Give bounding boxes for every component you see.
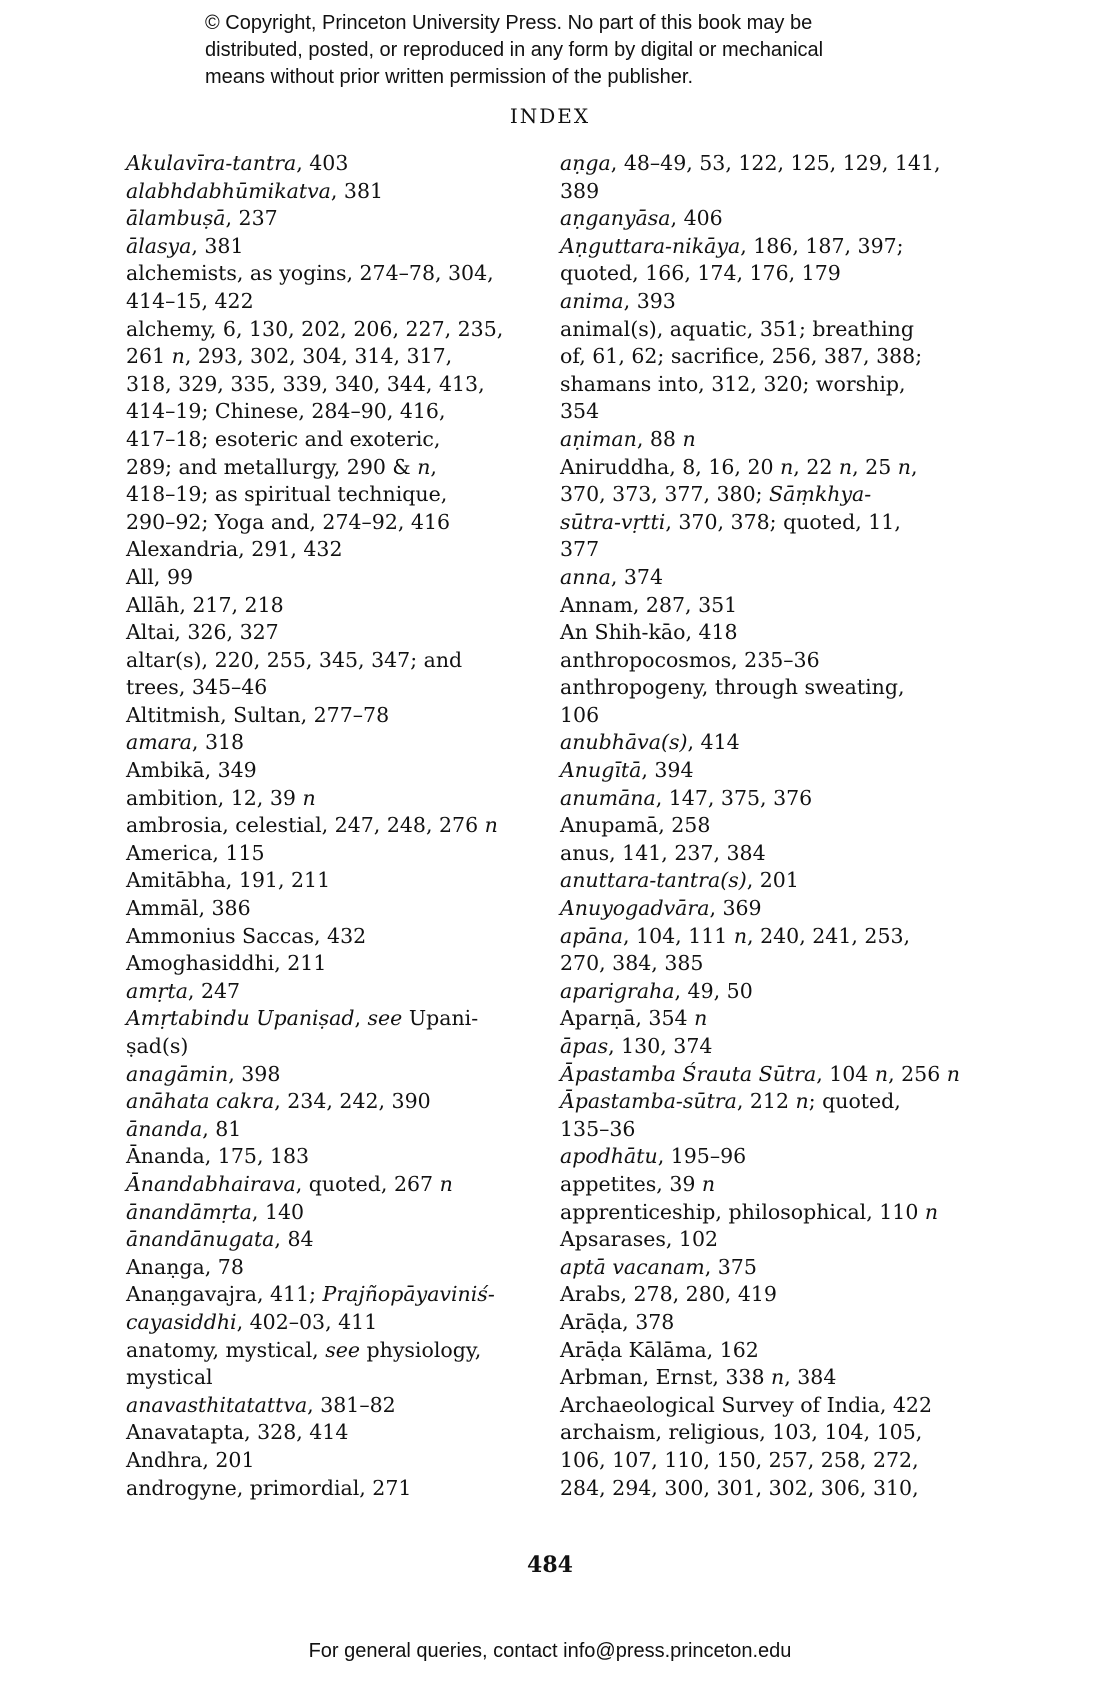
index-entry: [560, 288, 1000, 316]
index-entry-line: Ambikā, 349: [126, 758, 257, 783]
index-entry-line: anavasthitatattva, 381–82: [126, 1392, 396, 1417]
index-entry-line: aṇganyāsa, 406: [560, 206, 723, 231]
index-entry-line: Akulavīra-tantra, 403: [126, 151, 349, 175]
index-entry-line: apodhātu, 195–96: [560, 1144, 747, 1169]
index-entry: [560, 840, 1000, 868]
index-entry-line: 290–92; Yoga and, 274–92, 416: [126, 509, 451, 534]
index-entry-line: America, 115: [126, 840, 265, 865]
index-entry: [126, 1337, 566, 1392]
index-entry-line: ālasya, 381: [126, 233, 244, 258]
index-entry-line: Arāḍa, 378: [560, 1309, 675, 1334]
index-entry: [560, 233, 1000, 288]
index-entry: [126, 702, 566, 730]
index-entry-line: Aparṇā, 354 n: [560, 1006, 708, 1031]
index-entry: [126, 647, 566, 702]
copyright-line: © Copyright, Princeton University Press. No part of this book may be: [205, 12, 813, 34]
index-entry-line: archaism, religious, 103, 104, 105,: [560, 1420, 923, 1445]
index-entry-line: ānanda, 81: [126, 1116, 242, 1141]
index-entry-line: anna, 374: [560, 564, 664, 589]
index-entry-line: Annam, 287, 351: [560, 592, 738, 617]
index-entry: [560, 205, 1000, 233]
index-entry: [560, 426, 1000, 454]
index-entry: [126, 895, 566, 923]
index-entry: [560, 1337, 1000, 1365]
index-entry: [560, 1364, 1000, 1392]
index-entry-line: appetites, 39 n: [560, 1171, 716, 1196]
index-entry: [560, 150, 1000, 205]
index-entry: [126, 260, 566, 315]
index-column-left: [126, 150, 566, 1502]
index-entry-line: Anugītā, 394: [560, 758, 694, 783]
index-entry-line: 418–19; as spiritual technique,: [126, 482, 448, 507]
index-entry-line: All, 99: [126, 564, 194, 589]
index-entry: [560, 923, 1000, 978]
index-entry: [126, 205, 566, 233]
index-entry-line: ānandānugata, 84: [126, 1227, 314, 1252]
index-entry-line: 389: [560, 178, 600, 203]
index-entry: [126, 536, 566, 564]
index-entry-line: Āpastamba Śrauta Sūtra, 104 n, 256 n: [560, 1061, 960, 1086]
index-entry-line: 261 n, 293, 302, 304, 314, 317,: [126, 344, 453, 369]
index-entry: [560, 647, 1000, 675]
index-entry: [560, 1254, 1000, 1282]
index-entry-line: Arabs, 278, 280, 419: [560, 1282, 777, 1307]
index-entry-line: Arāḍa Kālāma, 162: [560, 1337, 759, 1362]
index-entry-line: Anupamā, 258: [560, 813, 711, 838]
index-entry-line: Altai, 326, 327: [126, 620, 279, 645]
index-entry-line: 270, 384, 385: [560, 951, 704, 976]
index-entry-line: Amitābha, 191, 211: [126, 868, 331, 893]
index-entry-line: Allāh, 217, 218: [126, 592, 284, 617]
index-entry: [560, 1199, 1000, 1227]
index-entry-line: shamans into, 312, 320; worship,: [560, 371, 906, 396]
index-entry-line: ānandāmṛta, 140: [126, 1199, 305, 1224]
index-entry: [126, 1061, 566, 1089]
index-entry: [560, 619, 1000, 647]
index-entry: [126, 729, 566, 757]
index-entry: [560, 895, 1000, 923]
index-entry: [126, 923, 566, 951]
index-entry: [126, 840, 566, 868]
index-entry-line: amṛta, 247: [126, 978, 241, 1003]
page-number: 484: [527, 1552, 573, 1578]
index-title: INDEX: [509, 104, 591, 128]
index-entry-line: ambition, 12, 39 n: [126, 785, 316, 810]
index-entry-line: Amoghasiddhi, 211: [126, 951, 327, 976]
footer-contact: For general queries, contact info@press.princeton.edu: [308, 1640, 792, 1662]
index-entry-line: Arbman, Ernst, 338 n, 384: [560, 1365, 837, 1390]
index-entry: [126, 785, 566, 813]
index-entry: [126, 1143, 566, 1171]
index-entry: [560, 812, 1000, 840]
index-entry-line: anthropocosmos, 235–36: [560, 647, 820, 672]
index-entry-line: aparigraha, 49, 50: [560, 978, 753, 1003]
index-entry-line: aṇiman, 88 n: [560, 426, 696, 451]
index-entry: [126, 1447, 566, 1475]
index-entry: [126, 316, 566, 537]
index-entry-line: Anaṇga, 78: [126, 1254, 244, 1279]
index-entry-line: Altitmish, Sultan, 277–78: [126, 702, 390, 727]
index-entry: [560, 1392, 1000, 1420]
index-entry-line: Anavatapta, 328, 414: [126, 1420, 349, 1445]
index-entry: [560, 564, 1000, 592]
index-entry-line: quoted, 166, 174, 176, 179: [560, 261, 841, 286]
index-entry-line: 106: [560, 702, 600, 727]
index-entry: [560, 454, 1000, 564]
index-entry: [126, 1088, 566, 1116]
index-entry-line: 417–18; esoteric and exoteric,: [126, 426, 441, 451]
index-entry-line: 289; and metallurgy, 290 & n,: [126, 454, 437, 479]
index-entry: [560, 1033, 1000, 1061]
index-entry-line: anus, 141, 237, 384: [560, 840, 766, 865]
index-entry-line: ālambuṣā, 237: [126, 206, 278, 231]
index-entry-line: Aniruddha, 8, 16, 20 n, 22 n, 25 n,: [560, 454, 918, 479]
index-entry-line: anima, 393: [560, 288, 676, 313]
index-entry-line: anubhāva(s), 414: [560, 730, 740, 755]
index-entry-line: 377: [560, 537, 600, 562]
index-entry-line: Archaeological Survey of India, 422: [560, 1392, 933, 1417]
index-entry-line: anuttara-tantra(s), 201: [560, 868, 799, 893]
index-entry: [126, 1475, 566, 1503]
copyright-line: means without prior written permission of the publisher.: [205, 66, 694, 88]
index-entry: [126, 978, 566, 1006]
index-entry: [560, 978, 1000, 1006]
index-entry-line: Apsarases, 102: [560, 1227, 719, 1252]
index-entry: [126, 812, 566, 840]
index-entry: [126, 1005, 566, 1060]
index-entry: [560, 1171, 1000, 1199]
index-entry-line: alabhdabhūmikatva, 381: [126, 178, 384, 203]
index-entry: [560, 1281, 1000, 1309]
index-entry: [560, 867, 1000, 895]
index-entry: [126, 233, 566, 261]
index-entry-line: anagāmin, 398: [126, 1061, 281, 1086]
index-entry: [560, 1005, 1000, 1033]
index-entry-line: animal(s), aquatic, 351; breathing: [560, 316, 914, 341]
index-entry-line: Ammāl, 386: [126, 896, 251, 921]
index-entry: [560, 1419, 1000, 1502]
index-entry-line: anumāna, 147, 375, 376: [560, 785, 813, 810]
index-entry: [560, 1309, 1000, 1337]
index-entry: [126, 178, 566, 206]
index-entry: [126, 1116, 566, 1144]
index-entry-line: apāna, 104, 111 n, 240, 241, 253,: [560, 923, 911, 948]
index-entry-line: 135–36: [560, 1116, 636, 1141]
index-entry-line: 318, 329, 335, 339, 340, 344, 413,: [126, 371, 485, 396]
index-entry-line: ambrosia, celestial, 247, 248, 276 n: [126, 813, 498, 838]
index-entry-line: anatomy, mystical, see physiology,: [126, 1337, 482, 1362]
index-entry-line: 284, 294, 300, 301, 302, 306, 310,: [560, 1475, 919, 1500]
index-entry: [126, 592, 566, 620]
index-entry: [560, 592, 1000, 620]
index-entry-line: ṣad(s): [126, 1034, 189, 1058]
index-entry: [126, 1419, 566, 1447]
index-entry-line: trees, 345–46: [126, 675, 268, 700]
index-entry: [126, 1392, 566, 1420]
index-entry: [126, 757, 566, 785]
index-entry-line: anthropogeny, through sweating,: [560, 675, 905, 700]
index-entry-line: 106, 107, 110, 150, 257, 258, 272,: [560, 1447, 919, 1472]
index-entry: [560, 674, 1000, 729]
index-entry-line: 354: [560, 399, 600, 424]
index-entry-line: 414–19; Chinese, 284–90, 416,: [126, 399, 446, 424]
copyright-line: distributed, posted, or reproduced in any form by digital or mechanical: [205, 39, 824, 61]
index-entry-line: 370, 373, 377, 380; Sāṃkhya-: [560, 482, 872, 507]
index-entry: [126, 564, 566, 592]
index-entry-line: Anuyogadvāra, 369: [560, 896, 762, 921]
index-entry-line: Ānanda, 175, 183: [126, 1144, 310, 1169]
index-entry: [126, 619, 566, 647]
index-entry-line: apprenticeship, philosophical, 110 n: [560, 1199, 939, 1224]
index-entry-line: mystical: [126, 1365, 213, 1390]
index-entry-line: androgyne, primordial, 271: [126, 1475, 412, 1500]
index-entry: [126, 867, 566, 895]
index-entry-line: aptā vacanam, 375: [560, 1254, 757, 1279]
index-entry: [560, 316, 1000, 426]
index-entry-line: An Shih-kāo, 418: [560, 620, 738, 645]
index-entry-line: āpas, 130, 374: [560, 1034, 713, 1058]
index-entry: [126, 1199, 566, 1227]
index-entry-line: altar(s), 220, 255, 345, 347; and: [126, 647, 463, 672]
index-entry: [560, 729, 1000, 757]
index-entry-line: amara, 318: [126, 730, 245, 755]
index-entry: [560, 1226, 1000, 1254]
copyright-notice: [205, 10, 925, 91]
index-entry: [560, 757, 1000, 785]
index-entry-line: alchemy, 6, 130, 202, 206, 227, 235,: [126, 316, 504, 341]
index-entry: [126, 150, 566, 178]
index-entry-line: Āpastamba-sūtra, 212 n; quoted,: [560, 1089, 901, 1114]
index-entry: [126, 1254, 566, 1282]
index-entry-line: Ānandabhairava, quoted, 267 n: [126, 1171, 453, 1196]
index-entry-line: aṇga, 48–49, 53, 122, 125, 129, 141,: [560, 151, 941, 175]
index-entry-line: Alexandria, 291, 432: [126, 537, 343, 562]
index-entry: [560, 1143, 1000, 1171]
index-entry-line: Amṛtabindu Upaniṣad, see Upani-: [126, 1006, 479, 1031]
index-entry-line: of, 61, 62; sacrifice, 256, 387, 388;: [560, 344, 923, 369]
index-entry: [126, 1171, 566, 1199]
index-entry: [560, 785, 1000, 813]
index-entry-line: cayasiddhi, 402–03, 411: [126, 1309, 378, 1334]
index-column-right: [560, 150, 1000, 1502]
index-entry: [560, 1061, 1000, 1089]
index-entry-line: sūtra-vṛtti, 370, 378; quoted, 11,: [560, 509, 901, 534]
index-entry: [560, 1088, 1000, 1143]
index-entry-line: anāhata cakra, 234, 242, 390: [126, 1089, 431, 1114]
index-entry: [126, 1226, 566, 1254]
index-entry: [126, 950, 566, 978]
index-entry-line: alchemists, as yogins, 274–78, 304,: [126, 261, 494, 286]
index-entry: [126, 1281, 566, 1336]
index-entry-line: 414–15, 422: [126, 288, 254, 313]
index-entry-line: Aṇguttara-nikāya, 186, 187, 397;: [560, 233, 904, 258]
index-entry-line: Andhra, 201: [126, 1447, 255, 1472]
index-entry-line: Ammonius Saccas, 432: [126, 923, 367, 948]
index-entry-line: Anaṇgavajra, 411; Prajñopāyaviniś-: [126, 1282, 495, 1307]
